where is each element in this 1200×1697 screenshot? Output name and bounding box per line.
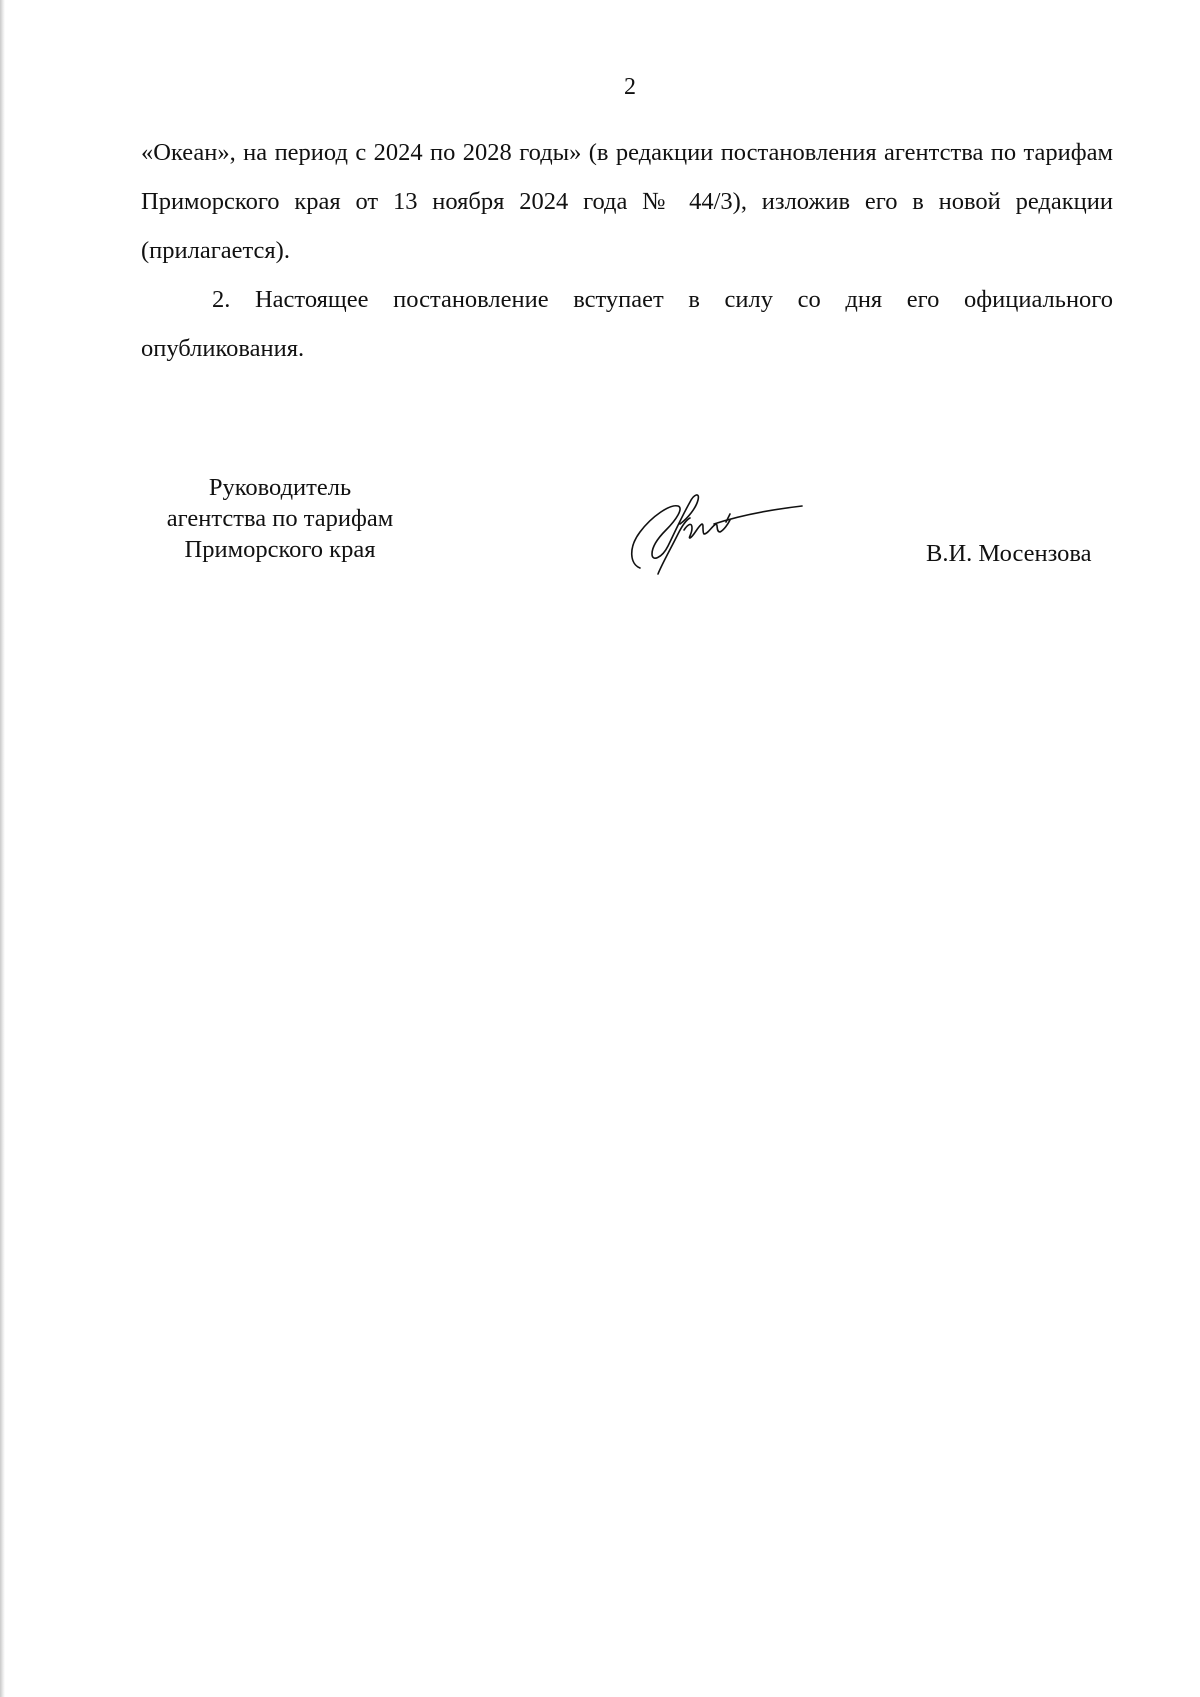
- paragraph-continuation: «Океан», на период с 2024 по 2028 годы» (в редакции постановления агентства по тарифам Приморского края от 13 ноября 2024 года № 44/3), изложив его в новой редакции (прилагается).: [141, 139, 1113, 264]
- page-number: 2: [624, 74, 636, 100]
- signatory-title: [130, 472, 430, 565]
- signer-name: В.И. Мосензова: [926, 540, 1092, 567]
- document-body: [141, 128, 1113, 373]
- paragraph-item-2: 2. Настоящее постановление вступает в силу со дня его официального опубликования.: [141, 286, 1113, 362]
- signatory-title-line: Руководитель: [208, 474, 352, 501]
- signatory-title-line: агентства по тарифам: [166, 505, 394, 532]
- scan-edge-shadow: [0, 0, 5, 1697]
- handwritten-signature: [618, 484, 804, 584]
- signatory-title-line: Приморского края: [184, 536, 376, 563]
